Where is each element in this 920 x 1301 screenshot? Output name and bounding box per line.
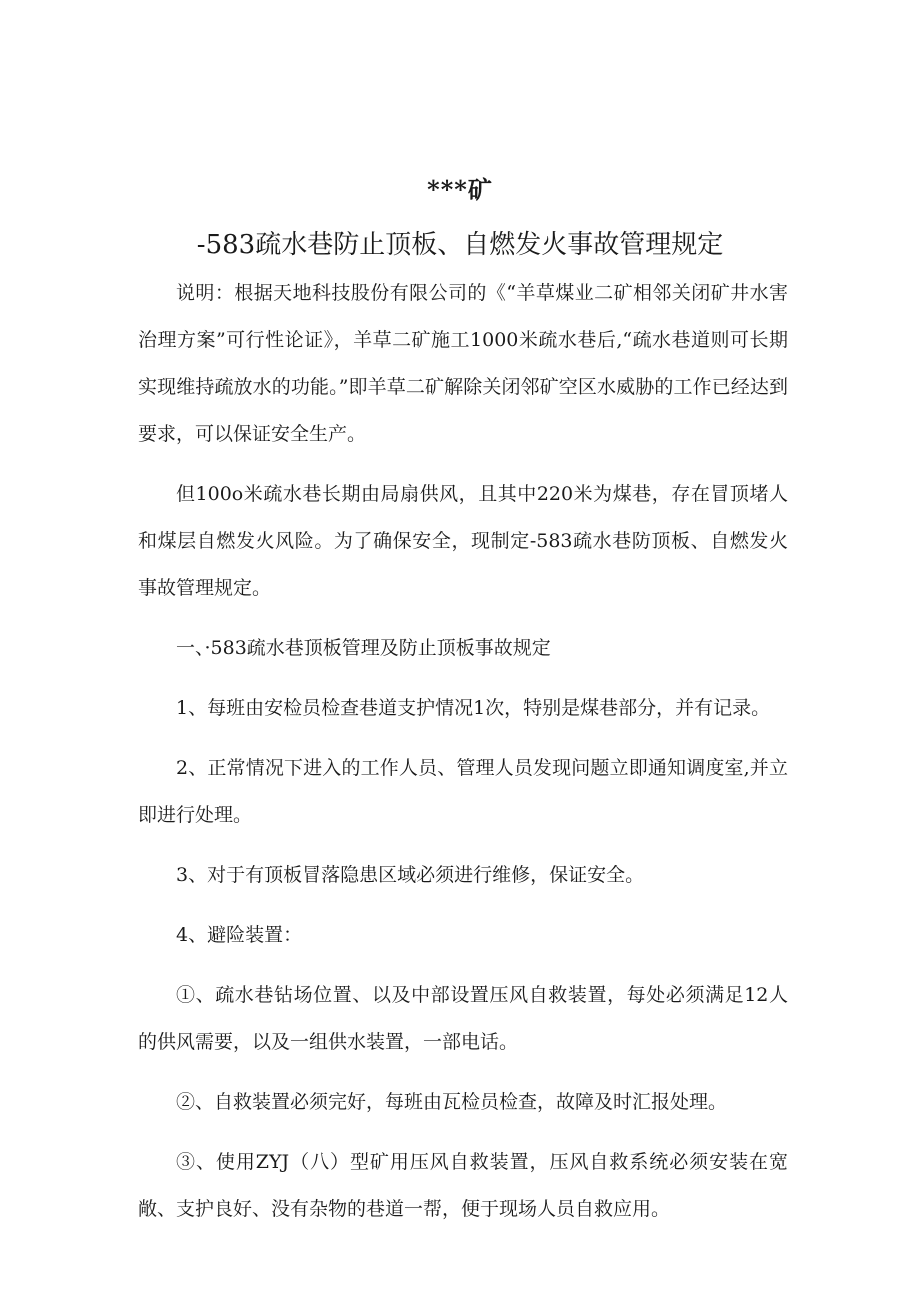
document-body xyxy=(138,270,788,1233)
document-subtitle: -583疏水巷防止顶板、自燃发火事故管理规定 xyxy=(196,230,724,260)
list-item-3: 3、对于有顶板冒落隐患区域必须进行维修，保证安全。 xyxy=(176,864,645,886)
list-item-4: 4、避险装置： xyxy=(176,924,303,946)
paragraph-risk: 但100o米疏水巷长期由局扇供风，且其中220米为煤巷，存在冒顶堵人和煤层自燃发火风险。为了确保安全，现制定-583疏水巷防顶板、自燃发火事故管理规定。 xyxy=(138,483,788,599)
list-item-2: 2、正常情况下进入的工作人员、管理人员发现问题立即通知调度室,并立即进行处理。 xyxy=(138,757,788,826)
section-heading-1: 一、·583疏水巷顶板管理及防止顶板事故规定 xyxy=(176,637,551,659)
sub-item-3: ③、使用ZYJ（八）型矿用压风自救装置，压风自救系统必须安装在宽敞、支护良好、没有杂物的巷道一帮，便于现场人员自救应用。 xyxy=(138,1151,788,1220)
paragraph-intro: 说明：根据天地科技股份有限公司的《“羊草煤业二矿相邻关闭矿井水害治理方案”可行性论证》，羊草二矿施工1000米疏水巷后,“疏水巷道则可长期实现维持疏放水的功能。”即羊草二矿解除关闭邻矿空区水威胁的工作已经达到要求，可以保证安全生产。 xyxy=(138,282,788,445)
list-item-1: 1、每班由安检员检查巷道支护情况1次，特别是煤巷部分，并有记录。 xyxy=(176,697,771,719)
sub-item-2: ②、自救装置必须完好，每班由瓦检员检查，故障及时汇报处理。 xyxy=(176,1091,728,1113)
document-title: ***矿 xyxy=(427,175,493,204)
sub-item-1: ①、疏水巷钻场位置、以及中部设置压风自救装置，每处必须满足12人的供风需要，以及一组供水装置，一部电话。 xyxy=(138,984,788,1053)
